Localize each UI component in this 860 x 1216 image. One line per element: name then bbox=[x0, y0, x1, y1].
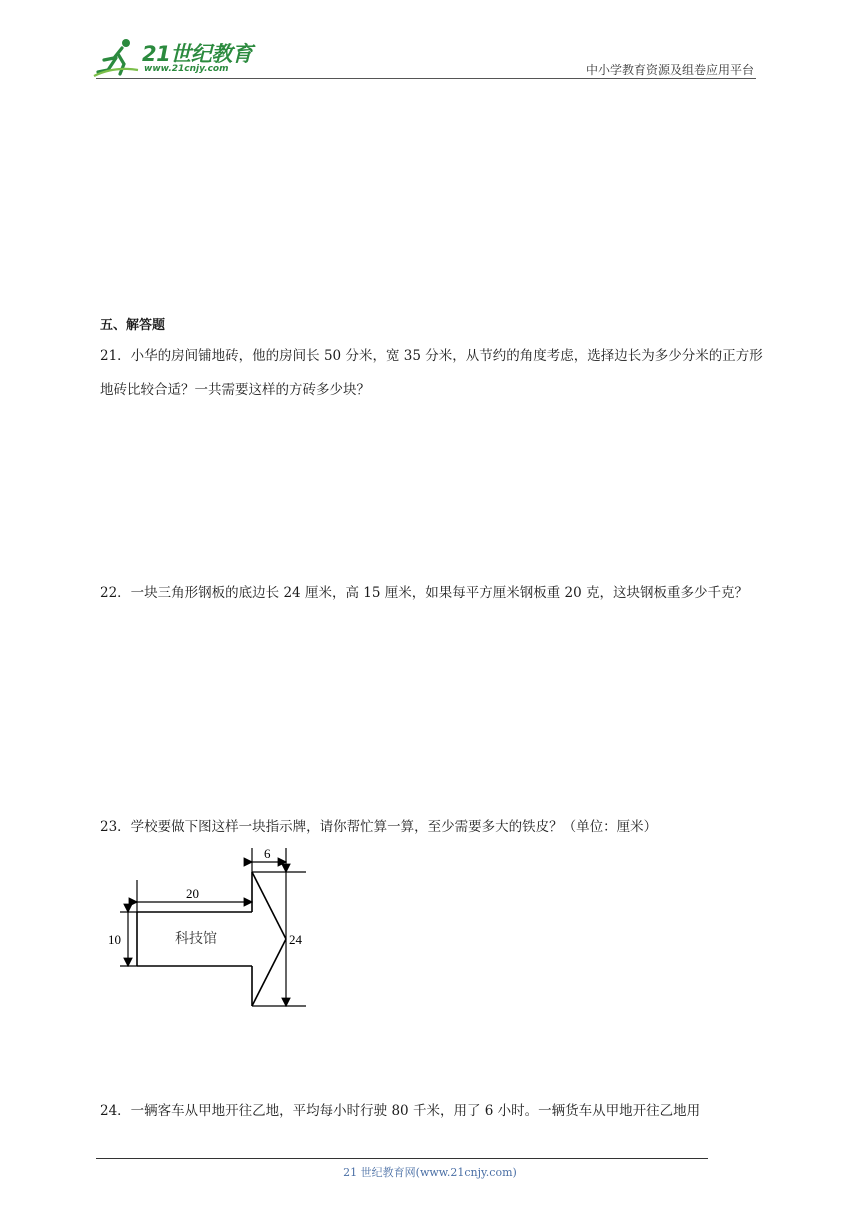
sign-diagram bbox=[100, 842, 320, 1018]
dim-arrow-width-label: 6 bbox=[264, 846, 271, 861]
logo-url: www.21cnjy.com bbox=[144, 64, 229, 74]
question-22: 22．一块三角形钢板的底边长 24 厘米，高 15 厘米，如果每平方厘米钢板重 20 克，这块钢板重多少千克？ bbox=[100, 585, 748, 601]
header-divider bbox=[96, 78, 756, 79]
footer-divider bbox=[96, 1158, 708, 1159]
dim-arrow-height-label: 24 bbox=[289, 932, 302, 947]
question-21: 21．小华的房间铺地砖，他的房间长 50 分米，宽 35 分米，从节约的角度考虑，选择边长为多少分米的正方形地砖比较合适？一共需要这样的方砖多少块？ bbox=[100, 348, 763, 398]
logo-title: 21世纪教育 bbox=[142, 42, 253, 66]
runner-logo-icon bbox=[92, 36, 142, 80]
dim-height-label: 10 bbox=[108, 932, 121, 947]
page-footer: 21 世纪教育网(www.21cnjy.com) bbox=[343, 1166, 517, 1179]
dim-width-label: 20 bbox=[186, 886, 199, 901]
sign-text: 科技馆 bbox=[175, 931, 217, 947]
section-title: 五、解答题 bbox=[100, 318, 166, 333]
platform-name: 中小学教育资源及组卷应用平台 bbox=[585, 63, 754, 77]
question-24: 24．一辆客车从甲地开往乙地，平均每小时行驶 80 千米，用了 6 小时。一辆货车从甲地开往乙地用 bbox=[100, 1103, 701, 1119]
site-logo bbox=[92, 36, 262, 80]
page-header bbox=[0, 0, 860, 80]
question-23: 23．学校要做下图这样一块指示牌，请你帮忙算一算，至少需要多大的铁皮？（单位：厘米） bbox=[100, 819, 658, 835]
